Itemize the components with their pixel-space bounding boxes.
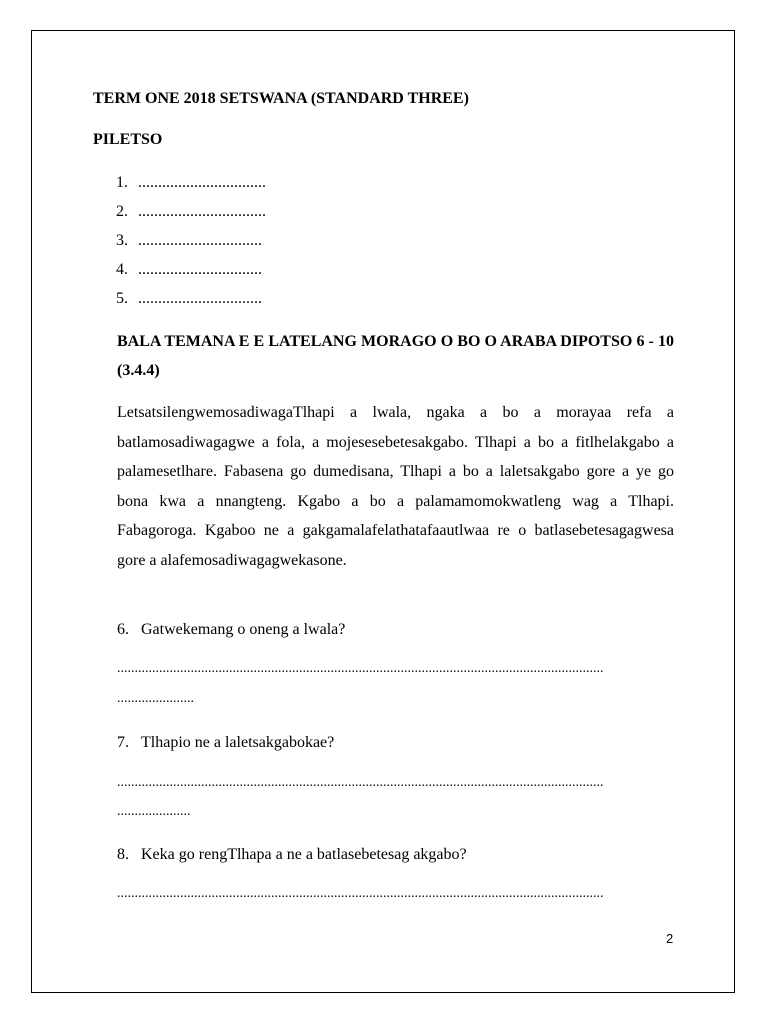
item-number: 5. [116, 290, 128, 307]
answer-blank: ............................... [138, 261, 262, 278]
answer-blank: ............................... [138, 290, 262, 307]
question-number: 6. [117, 621, 129, 638]
question-number: 7. [117, 734, 129, 751]
question-8 [117, 845, 467, 865]
question-6 [117, 620, 345, 640]
document-title: TERM ONE 2018 SETSWANA (STANDARD THREE) [93, 90, 469, 107]
answer-line: ...................... [117, 691, 194, 706]
answer-blank: ................................ [138, 203, 266, 220]
answer-line: ........................................................................................................................................... [117, 776, 604, 790]
dictation-item [116, 260, 262, 280]
question-7 [117, 733, 334, 753]
dictation-item [116, 289, 262, 309]
answer-line: ........................................................................................................................................... [117, 887, 604, 901]
section-label: PILETSO [93, 131, 163, 148]
question-text: Tlhapio ne a laletsakgabokae? [141, 734, 335, 751]
dictation-item [116, 231, 262, 251]
item-number: 4. [116, 261, 128, 278]
answer-line: ........................................................................................................................................... [117, 662, 604, 676]
answer-blank: ................................ [138, 174, 266, 191]
dictation-item [116, 173, 266, 193]
item-number: 3. [116, 232, 128, 249]
question-number: 8. [117, 846, 129, 863]
answer-line: ..................... [117, 804, 191, 819]
reading-passage: LetsatsilengwemosadiwagaTlhapi a lwala, ngaka a bo a morayaa refa a batlamosadiwagagwe a fola, a mojesesebetesakgabo. Tlhapi a bo a fitlhelakgabo a palamesetlhare. Fabasena go dumedisana, Tlhapi a bo a laletsakgabo gore a ye go bona kwa a nnangteng. Kgabo a bo a palamamomokwatleng wag a Tlhapi. Fabagoroga. Kgaboo ne a gakgamalafelathatafaautlwaa re o batlasebetesagagwesa gore a alafemosadiwagagwekasone. [117, 404, 674, 569]
item-number: 1. [116, 174, 128, 191]
item-number: 2. [116, 203, 128, 220]
question-text: Keka go rengTlhapa a ne a batlasebetesag akgabo? [141, 846, 467, 863]
page-number: 2 [666, 931, 674, 946]
question-text: Gatwekemang o oneng a lwala? [141, 621, 346, 638]
dictation-item [116, 202, 266, 222]
answer-blank: ............................... [138, 232, 262, 249]
reading-instruction: BALA TEMANA E E LATELANG MORAGO O BO O ARABA DIPOTSO 6 - 10 (3.4.4) [117, 333, 674, 379]
